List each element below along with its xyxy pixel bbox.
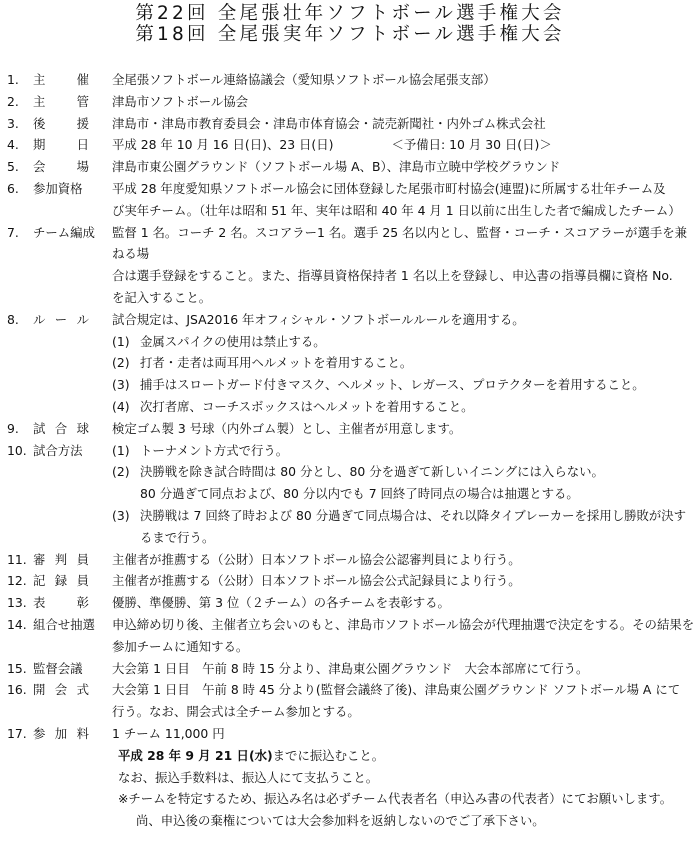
label-char: 合 (54, 420, 68, 436)
sub-text: 決勝戦は 7 回終了時および 80 分過ぎて同点場合は、それ以降タイブレーカーを採用し勝敗が決す (140, 507, 687, 523)
item-16 (0, 679, 700, 723)
item-8 (0, 309, 700, 418)
item-number: 16. (7, 682, 27, 698)
content-line: 申込締め切り後、主催者立ち会いのもと、津島市ソフトボール協会が代理抽選で決定をする。その結果を (112, 616, 695, 632)
sub-text: 次打者席、コーチスボックスはヘルメットを着用すること。 (140, 398, 474, 414)
label-char: 主 (33, 93, 46, 109)
label-char: 管 (76, 93, 89, 109)
label-char: 参 (33, 725, 46, 741)
sub-item (112, 374, 696, 396)
item-content (112, 178, 696, 222)
item-label (33, 549, 89, 571)
item-17 (0, 723, 700, 832)
label-char: ー (54, 311, 68, 327)
item-number: 2. (7, 93, 19, 109)
sub-item (112, 440, 696, 462)
item-content: 主催者が推薦する（公財）日本ソフトボール協会公認審判員により行う。 (112, 551, 521, 567)
item-11 (0, 549, 700, 571)
content-line: 合は選手登録をすること。また、指導員資格保持者 1 名以上を登録し、申込書の指導員欄に資格 No. (112, 268, 673, 284)
item-15 (0, 658, 700, 680)
sub-text: トーナメント方式で行う。 (140, 442, 289, 458)
item-label: チーム編成 (33, 224, 95, 240)
item-number: 6. (7, 180, 19, 196)
label-char: 判 (54, 551, 68, 567)
item-13 (0, 592, 700, 614)
item-content (112, 309, 696, 418)
sub-marker: (1) (112, 442, 130, 458)
content-line: 監督 1 名。コーチ 2 名。スコアラー1 名。選手 25 名以内とし、監督・コーチ・スコアラーが選手を兼ねる場 (112, 224, 688, 262)
label-char: 後 (33, 115, 46, 131)
item-label (33, 156, 89, 178)
sub-marker: (2) (112, 464, 130, 480)
sub-text: 捕手はスロートガード付きマスク、ヘルメット、レガース、プロテクターを着用すること。 (140, 377, 645, 393)
sub-text-continued: るまで行う。 (140, 529, 215, 545)
label-char: 彰 (76, 595, 89, 611)
label-char: 加 (54, 725, 68, 741)
item-number: 13. (7, 595, 27, 611)
label-char: 開 (33, 682, 46, 698)
item-number: 5. (7, 159, 19, 175)
label-char: 表 (33, 595, 46, 611)
item-content: 津島市東公園グラウンド（ソフトボール場 A、B）、津島市立暁中学校グラウンド (112, 159, 561, 175)
item-number: 11. (7, 551, 27, 567)
label-char: 審 (33, 551, 46, 567)
item-label: 試合方法 (33, 442, 83, 458)
label-char: 催 (76, 72, 89, 87)
item-label (33, 309, 89, 331)
sub-marker: (4) (112, 398, 130, 414)
title-block (0, 3, 700, 45)
item-number: 15. (7, 660, 27, 676)
label-char: ル (76, 311, 89, 327)
item-content: 大会第 1 日目 午前 8 時 15 分より、津島東公園グラウンド 大会本部席にて行う。 (112, 660, 589, 676)
sub-item (112, 461, 696, 505)
item-label: 参加資格 (33, 180, 83, 196)
item-label: 組合せ抽選 (33, 616, 95, 632)
title-line-2: 第18回 全尾張実年ソフトボール選手権大会 (135, 24, 565, 45)
items-list (0, 69, 700, 832)
label-char: 員 (76, 573, 89, 589)
item-content (112, 614, 696, 658)
sub-text: 打者・走者は両耳用ヘルメットを着用すること。 (140, 355, 413, 371)
item-content (112, 679, 696, 723)
item-label (33, 113, 89, 135)
item-content: 優勝、準優勝、第 3 位（２チーム）の各チームを表彰する。 (112, 595, 450, 611)
content-line: 試合規定は、JSA2016 年オフィシャル・ソフトボールルールを適用する。 (112, 311, 525, 327)
transfer-note: ※チームを特定するため、振込み名は必ずチーム代表者名（申込み書の代表者）にてお願いします。 (118, 791, 673, 807)
item-label: 監督会議 (33, 660, 83, 676)
item-3 (0, 113, 700, 135)
item-7 (0, 222, 700, 309)
item-label (33, 723, 89, 745)
item-10 (0, 440, 700, 549)
item-label (33, 91, 89, 113)
label-char: 日 (76, 137, 89, 153)
item-number: 9. (7, 420, 19, 436)
item-label (33, 418, 89, 440)
date-text: 平成 28 年 10 月 16 日(日)、23 日(日) (112, 137, 334, 153)
item-5 (0, 156, 700, 178)
sub-marker: (2) (112, 355, 130, 371)
sub-text: 金属スパイクの使用は禁止する。 (140, 333, 326, 349)
sub-text: 決勝戦を除き試合時間は 80 分とし、80 分を過ぎて新しいイニングには入らない。 (140, 464, 604, 480)
sub-marker: (1) (112, 333, 130, 349)
deadline-date: 平成 28 年 9 月 21 日(水) (118, 747, 273, 763)
item-content (112, 222, 696, 309)
label-char: 球 (76, 420, 89, 436)
item-1 (0, 69, 700, 91)
label-char: 場 (76, 159, 89, 175)
sub-item (112, 331, 696, 353)
content-line: を記入すること。 (112, 289, 212, 305)
item-number: 7. (7, 224, 19, 240)
content-line: 大会第 1 日目 午前 8 時 45 分より(監督会議終了後)、津島東公園グラウンド ソフトボール場 A にて (112, 682, 681, 698)
item-6 (0, 178, 700, 222)
item-label (33, 69, 89, 91)
label-char: 援 (76, 115, 89, 131)
item-label (33, 679, 89, 701)
content-line: 行う。なお、開会式は全チーム参加とする。 (112, 704, 360, 720)
item-number: 10. (7, 442, 27, 458)
item-number: 1. (7, 72, 19, 87)
deadline-suffix: までに振込むこと。 (272, 747, 385, 763)
item-content: 津島市ソフトボール協会 (112, 93, 249, 109)
label-char: 記 (33, 573, 46, 589)
item-2 (0, 91, 700, 113)
sub-marker: (3) (112, 377, 130, 393)
item-content: 津島市・津島市教育委員会・津島市体育協会・読売新聞社・内外ゴム株式会社 (112, 115, 546, 131)
label-char: 員 (76, 551, 89, 567)
item-label (33, 134, 89, 156)
item-content (112, 440, 696, 549)
item-label (33, 570, 89, 592)
content-line: び実年チーム。（壮年は昭和 51 年、実年は昭和 40 年 4 月 1 日以前に出生した者で編成したチーム） (112, 202, 681, 218)
content-line: 参加チームに通知する。 (112, 638, 249, 654)
item-content: 検定ゴム製 3 号球（内外ゴム製）とし、主催者が用意します。 (112, 420, 462, 436)
label-char: 式 (76, 682, 89, 698)
label-char: 料 (76, 725, 89, 741)
item-content: 主催者が推薦する（公財）日本ソフトボール協会公式記録員により行う。 (112, 573, 521, 589)
item-number: 4. (7, 137, 19, 153)
sub-text-continued: 80 分過ぎて同点および、80 分以内でも 7 回終了時同点の場合は抽選とする。 (140, 486, 579, 502)
item-content: 全尾張ソフトボール連絡協議会（愛知県ソフトボール協会尾張支部） (112, 72, 496, 87)
deadline-line (112, 745, 696, 767)
label-char: 録 (54, 573, 68, 589)
item-number: 8. (7, 311, 19, 327)
content-line: 平成 28 年度愛知県ソフトボール協会に団体登録した尾張市町村協会(連盟)に所属する壮年チーム及 (112, 180, 666, 196)
item-number: 12. (7, 573, 27, 589)
label-char: 会 (33, 159, 46, 175)
item-9 (0, 418, 700, 440)
sub-item (112, 352, 696, 374)
item-number: 17. (7, 725, 27, 741)
item-content (112, 723, 696, 832)
sub-marker: (3) (112, 507, 130, 523)
item-content (112, 134, 696, 156)
item-label (33, 592, 89, 614)
label-char: ル (33, 311, 46, 327)
label-char: 試 (33, 420, 46, 436)
sub-item (112, 505, 696, 549)
item-number: 3. (7, 115, 19, 131)
sub-item (112, 396, 696, 418)
label-char: 会 (54, 682, 68, 698)
item-14 (0, 614, 700, 658)
item-12 (0, 570, 700, 592)
label-char: 主 (33, 72, 46, 87)
item-4 (0, 134, 700, 156)
label-char: 期 (33, 137, 46, 153)
fee-amount: 1 チーム 11,000 円 (112, 725, 225, 741)
item-number: 14. (7, 616, 27, 632)
title-line-1: 第22回 全尾張壮年ソフトボール選手権大会 (135, 3, 565, 24)
fee-note: なお、振込手数料は、振込人にて支払うこと。 (118, 769, 379, 785)
refund-note: 尚、申込後の棄権については大会参加料を返納しないのでご了承下さい。 (136, 813, 545, 829)
reserve-date: ＜予備日: 10 月 30 日(日)＞ (391, 137, 552, 153)
